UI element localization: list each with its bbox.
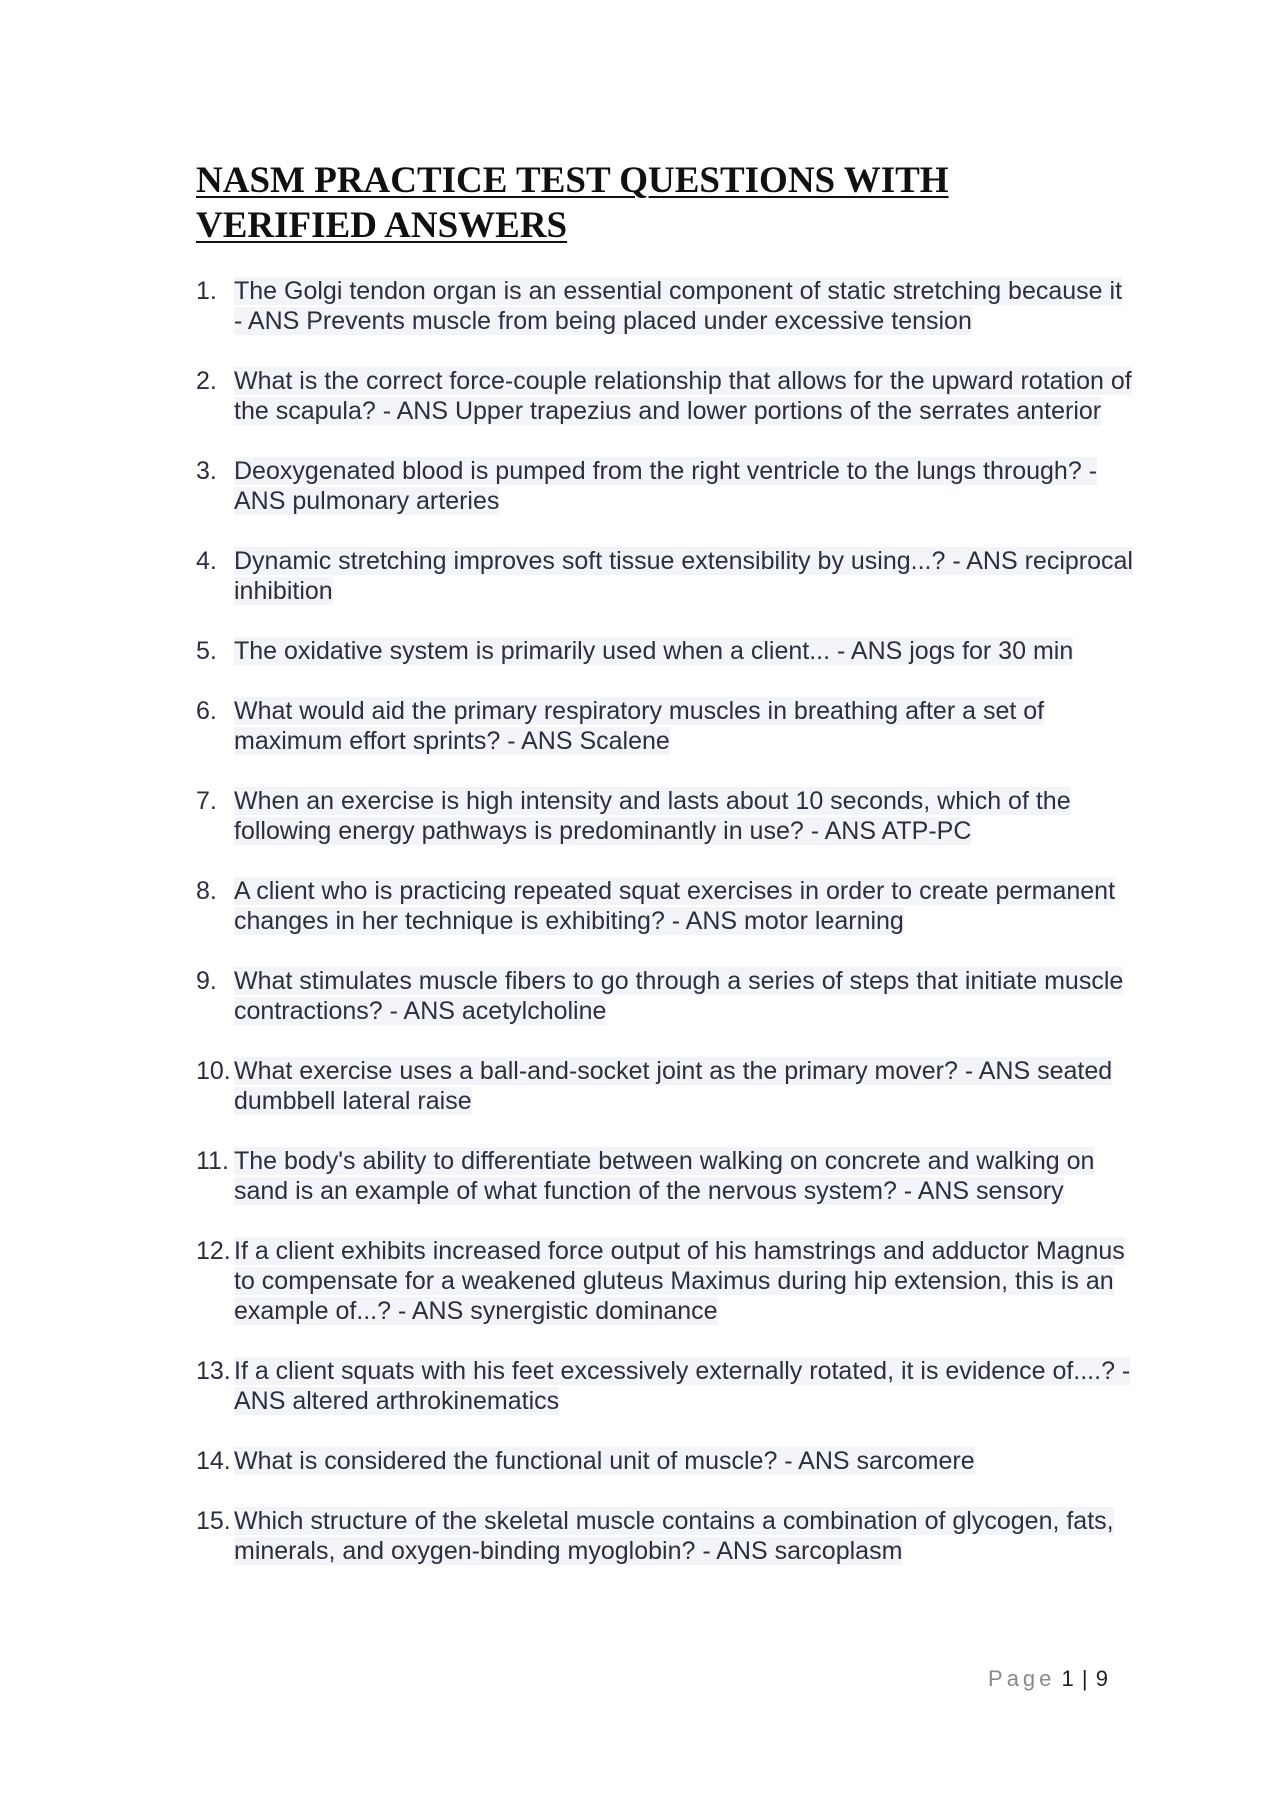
question-number: 12. (196, 1237, 231, 1265)
question-item (196, 1146, 1136, 1206)
question-text: What is the correct force-couple relationship that allows for the upward rotation of the scapula? - ANS Upper trapezius and lower portions of the serrates anterior (234, 367, 1132, 425)
document-title: NASM PRACTICE TEST QUESTIONS WITH VERIFIED ANSWERS (196, 160, 949, 246)
question-text: The body's ability to differentiate between walking on concrete and walking on sand is an example of what function of the nervous system? - ANS sensory (234, 1147, 1095, 1205)
question-number: 15. (196, 1507, 231, 1535)
question-text: The oxidative system is primarily used when a client... - ANS jogs for 30 min (234, 637, 1074, 665)
question-text: If a client squats with his feet excessively externally rotated, it is evidence of....? - ANS altered arthrokinematics (234, 1357, 1131, 1415)
question-item (196, 366, 1136, 426)
question-text: What is considered the functional unit of muscle? - ANS sarcomere (234, 1447, 975, 1475)
page-separator: | (1081, 1666, 1088, 1691)
question-list (196, 276, 1136, 1596)
question-item (196, 1056, 1136, 1116)
question-item (196, 1356, 1136, 1416)
question-item (196, 696, 1136, 756)
question-text: What exercise uses a ball-and-socket joint as the primary mover? - ANS seated dumbbell lateral raise (234, 1057, 1113, 1115)
current-page-number: 1 (1061, 1666, 1074, 1691)
question-item (196, 456, 1136, 516)
question-number: 1. (196, 277, 217, 305)
question-text: What would aid the primary respiratory muscles in breathing after a set of maximum effort sprints? - ANS Scalene (234, 697, 1045, 755)
question-number: 8. (196, 877, 217, 905)
question-number: 7. (196, 787, 217, 815)
question-number: 6. (196, 697, 217, 725)
question-text: The Golgi tendon organ is an essential component of static stretching because it - ANS Prevents muscle from being placed under excessive tension (234, 277, 1123, 335)
question-number: 13. (196, 1357, 231, 1385)
question-number: 10. (196, 1057, 231, 1085)
total-pages: 9 (1095, 1666, 1108, 1691)
question-number: 5. (196, 637, 217, 665)
question-text: If a client exhibits increased force output of his hamstrings and adductor Magnus to compensate for a weakened gluteus Maximus during hip extension, this is an example of...? - ANS synergistic dominance (234, 1237, 1125, 1325)
question-item (196, 1506, 1136, 1566)
question-item (196, 1236, 1136, 1326)
question-text: Which structure of the skeletal muscle contains a combination of glycogen, fats, minerals, and oxygen-binding myoglobin? - ANS sarcoplasm (234, 1507, 1114, 1565)
question-number: 4. (196, 547, 217, 575)
question-text: Dynamic stretching improves soft tissue extensibility by using...? - ANS reciprocal inhibition (234, 547, 1133, 605)
question-item (196, 546, 1136, 606)
question-item (196, 1446, 1136, 1476)
question-number: 9. (196, 967, 217, 995)
question-number: 2. (196, 367, 217, 395)
question-item (196, 786, 1136, 846)
question-item (196, 966, 1136, 1026)
question-text: What stimulates muscle fibers to go through a series of steps that initiate muscle contractions? - ANS acetylcholine (234, 967, 1124, 1025)
question-item (196, 876, 1136, 936)
question-text: A client who is practicing repeated squat exercises in order to create permanent changes in her technique is exhibiting? - ANS motor learning (234, 877, 1116, 935)
question-number: 11. (196, 1147, 229, 1175)
page-footer (988, 1666, 1108, 1692)
question-item (196, 276, 1136, 336)
question-number: 14. (196, 1447, 231, 1475)
question-text: Deoxygenated blood is pumped from the right ventricle to the lungs through? - ANS pulmonary arteries (234, 457, 1098, 515)
question-text: When an exercise is high intensity and lasts about 10 seconds, which of the following energy pathways is predominantly in use? - ANS ATP-PC (234, 787, 1071, 845)
question-item (196, 636, 1136, 666)
page-label: Page (988, 1666, 1056, 1691)
question-number: 3. (196, 457, 217, 485)
